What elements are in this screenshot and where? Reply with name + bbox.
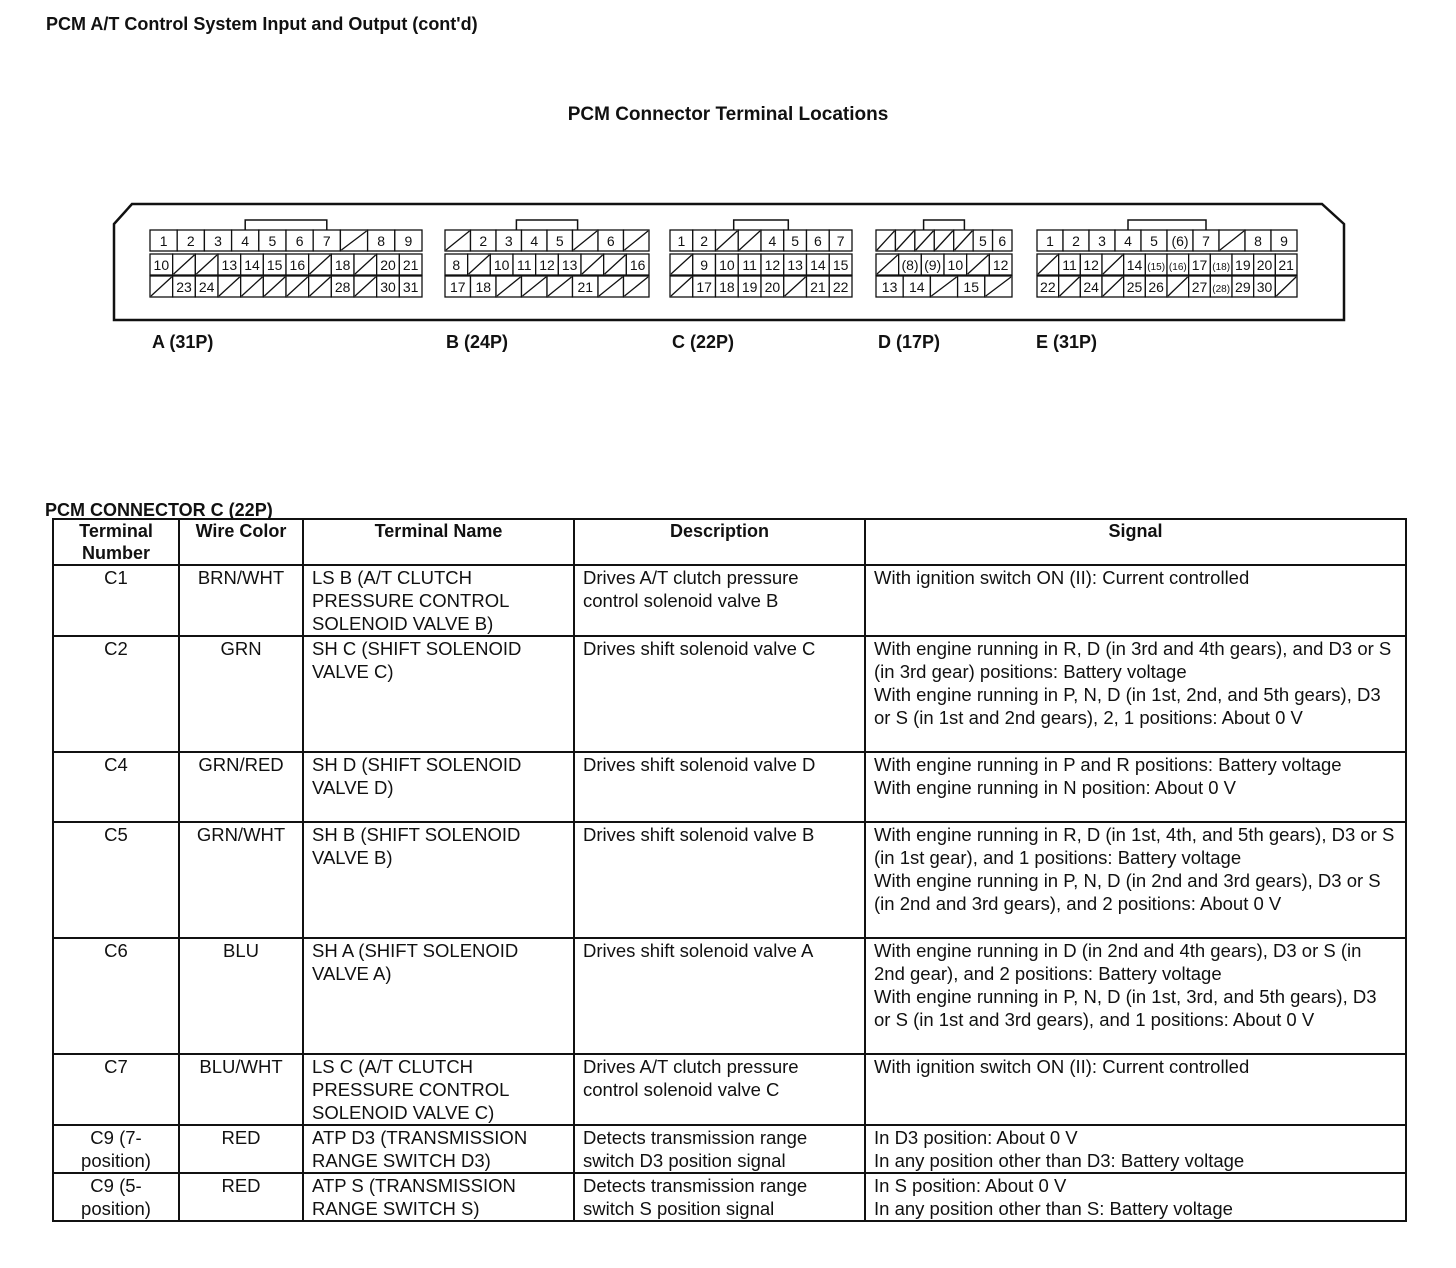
wire-color: RED bbox=[179, 1125, 303, 1173]
signal bbox=[865, 1173, 1406, 1221]
signal-line: With engine running in P, N, D (in 1st, 3rd, and 5th gears), D3 or S (in 1st and 3rd gears), and 1 positions: About 0 V bbox=[874, 986, 1377, 1030]
wire-color: BRN/WHT bbox=[179, 565, 303, 636]
terminal-number-label: 8 bbox=[1254, 233, 1262, 249]
terminal-number-label: 30 bbox=[1256, 279, 1273, 295]
terminal-number-label: 6 bbox=[606, 233, 615, 249]
terminal-number: C1 bbox=[53, 565, 179, 636]
terminal-number-label: 4 bbox=[530, 233, 539, 249]
table-row bbox=[53, 752, 1406, 822]
wire-color: RED bbox=[179, 1173, 303, 1221]
connector-d-lock-tab bbox=[924, 220, 965, 230]
terminal-number: C6 bbox=[53, 938, 179, 1054]
terminal-number-label: 11 bbox=[742, 257, 757, 273]
table-header-row bbox=[53, 519, 1406, 565]
terminal-number-label: 1 bbox=[159, 233, 168, 249]
terminal-number-label: 5 bbox=[791, 233, 800, 249]
terminal-number-label: 14 bbox=[1126, 257, 1143, 273]
table-row bbox=[53, 822, 1406, 938]
header-wire-color: Wire Color bbox=[179, 519, 303, 565]
terminal-number-label: 5 bbox=[1150, 233, 1158, 249]
terminal-name: SH A (SHIFT SOLENOID VALVE A) bbox=[303, 938, 574, 1054]
table-row bbox=[53, 938, 1406, 1054]
signal bbox=[865, 1125, 1406, 1173]
terminal-number-label: 15 bbox=[963, 279, 979, 295]
terminal-number-label: 15 bbox=[266, 257, 283, 273]
terminal-number-label: (9) bbox=[924, 257, 942, 273]
terminal-number-label: 3 bbox=[214, 233, 222, 249]
terminal-number-label: 20 bbox=[1256, 257, 1273, 273]
terminal-number-label: 10 bbox=[947, 257, 964, 273]
terminal-number-label: 29 bbox=[1235, 279, 1251, 295]
terminal-number-label: 10 bbox=[153, 257, 170, 273]
pcm-connector-diagram bbox=[112, 200, 1348, 326]
description: Drives A/T clutch pressure control solenoid valve C bbox=[574, 1054, 865, 1125]
terminal-number: C7 bbox=[53, 1054, 179, 1125]
terminal-number-label: 9 bbox=[700, 257, 709, 273]
terminal-number-label: 4 bbox=[1124, 233, 1132, 249]
signal-line: With engine running in N position: About 0 V bbox=[874, 777, 1237, 798]
terminal-name: SH C (SHIFT SOLENOID VALVE C) bbox=[303, 636, 574, 752]
signal bbox=[865, 822, 1406, 938]
signal-line: With engine running in P and R positions: Battery voltage bbox=[874, 754, 1342, 775]
header-terminal-number: Terminal Number bbox=[53, 519, 179, 565]
wire-color: GRN/WHT bbox=[179, 822, 303, 938]
terminal-number: C4 bbox=[53, 752, 179, 822]
terminal-number-label: 12 bbox=[764, 257, 781, 273]
terminal-number-label: 11 bbox=[517, 257, 532, 273]
connector-c-table bbox=[52, 518, 1407, 1222]
table-row bbox=[53, 1054, 1406, 1125]
signal-line: With engine running in P, N, D (in 1st, 2nd, and 5th gears), D3 or S (in 1st and 2nd gears), 2, 1 positions: About 0 V bbox=[874, 684, 1381, 728]
terminal-number: C5 bbox=[53, 822, 179, 938]
wire-color: GRN/RED bbox=[179, 752, 303, 822]
terminal-number-label: 18 bbox=[719, 279, 735, 295]
terminal-number-label: 21 bbox=[1278, 257, 1294, 273]
terminal-number-label: 23 bbox=[176, 279, 192, 295]
terminal-number-label: 1 bbox=[1046, 233, 1054, 249]
table-row bbox=[53, 1173, 1406, 1221]
terminal-number-label: 19 bbox=[1235, 257, 1251, 273]
signal-line: With engine running in D (in 2nd and 4th gears), D3 or S (in 2nd gear), and 2 positions: Battery voltage bbox=[874, 940, 1362, 984]
connector-label-a: A (31P) bbox=[152, 332, 214, 352]
terminal-number-label: 27 bbox=[1191, 279, 1208, 295]
terminal-number-label: 12 bbox=[539, 257, 555, 273]
terminal-number-label: 17 bbox=[1191, 257, 1208, 273]
connector-b-lock-tab bbox=[516, 220, 577, 230]
signal-line: With ignition switch ON (II): Current controlled bbox=[874, 567, 1250, 588]
terminal-number-label: 16 bbox=[289, 257, 306, 273]
terminal-number-label: 7 bbox=[1202, 233, 1210, 249]
terminal-number-label: 16 bbox=[629, 257, 646, 273]
terminal-number-label: 21 bbox=[810, 279, 826, 295]
terminal-number-label: 21 bbox=[577, 279, 594, 295]
description: Drives shift solenoid valve A bbox=[574, 938, 865, 1054]
wire-color: BLU bbox=[179, 938, 303, 1054]
terminal-number-label: 6 bbox=[295, 233, 304, 249]
terminal-number-label: 2 bbox=[479, 233, 488, 249]
terminal-number-label: 2 bbox=[186, 233, 195, 249]
terminal-number-label: 9 bbox=[404, 233, 413, 249]
terminal-number-label: 26 bbox=[1148, 279, 1164, 295]
terminal-name: LS C (A/T CLUTCH PRESSURE CONTROL SOLENOID VALVE C) bbox=[303, 1054, 574, 1125]
terminal-number-label: (15) bbox=[1147, 262, 1166, 273]
terminal-number-label: 14 bbox=[909, 279, 925, 295]
terminal-number-label: 13 bbox=[881, 279, 898, 295]
connector-c-lock-tab bbox=[734, 220, 789, 230]
signal bbox=[865, 1054, 1406, 1125]
terminal-number-label: 24 bbox=[1083, 279, 1099, 295]
terminal-number-label: 14 bbox=[810, 257, 826, 273]
terminal-number: C2 bbox=[53, 636, 179, 752]
header-description: Description bbox=[574, 519, 865, 565]
signal-line: With engine running in P, N, D (in 2nd and 3rd gears), D3 or S (in 2nd and 3rd gears), and 2 positions: About 0 V bbox=[874, 870, 1381, 914]
signal bbox=[865, 565, 1406, 636]
terminal-number-label: (16) bbox=[1168, 262, 1187, 273]
header-signal: Signal bbox=[865, 519, 1406, 565]
terminal-number-label: 18 bbox=[334, 257, 351, 273]
terminal-number-label: 10 bbox=[719, 257, 735, 273]
terminal-name: ATP S (TRANSMISSION RANGE SWITCH S) bbox=[303, 1173, 574, 1221]
description: Detects transmission range switch S position signal bbox=[574, 1173, 865, 1221]
connector-label-c: C (22P) bbox=[672, 332, 735, 352]
terminal-number-label: 14 bbox=[244, 257, 260, 273]
terminal-number-label: (6) bbox=[1171, 233, 1189, 249]
terminal-number-label: 4 bbox=[241, 233, 250, 249]
terminal-number-label: 1 bbox=[677, 233, 686, 249]
terminal-number-label: 20 bbox=[380, 257, 396, 273]
terminal-name: LS B (A/T CLUTCH PRESSURE CONTROL SOLENOID VALVE B) bbox=[303, 565, 574, 636]
terminal-number-label: (18) bbox=[1212, 262, 1231, 273]
terminal-number-label: 11 bbox=[1062, 257, 1077, 273]
terminal-number-label: 7 bbox=[322, 233, 331, 249]
terminal-number-label: 17 bbox=[696, 279, 712, 295]
signal-line: With engine running in R, D (in 1st, 4th, and 5th gears), D3 or S (in 1st gear), and 1 positions: Battery voltage bbox=[874, 824, 1395, 868]
terminal-number-label: 5 bbox=[268, 233, 277, 249]
connector-a-lock-tab bbox=[245, 220, 327, 230]
description: Detects transmission range switch D3 position signal bbox=[574, 1125, 865, 1173]
description: Drives shift solenoid valve C bbox=[574, 636, 865, 752]
terminal-number-label: 12 bbox=[1083, 257, 1099, 273]
signal-line: In any position other than D3: Battery voltage bbox=[874, 1150, 1245, 1171]
table-row bbox=[53, 565, 1406, 636]
signal-line: With engine running in R, D (in 3rd and 4th gears), and D3 or S (in 3rd gear) positions: Battery voltage bbox=[874, 638, 1392, 682]
terminal-number-label: 28 bbox=[334, 279, 351, 295]
terminal-number-label: 9 bbox=[1280, 233, 1288, 249]
terminal-number: C9 (5-position) bbox=[53, 1173, 179, 1221]
terminal-number-label: 18 bbox=[475, 279, 492, 295]
connector-e-lock-tab bbox=[1128, 220, 1206, 230]
terminal-number-label: 4 bbox=[768, 233, 777, 249]
signal-line: With ignition switch ON (II): Current controlled bbox=[874, 1056, 1250, 1077]
diagram-title: PCM Connector Terminal Locations bbox=[567, 104, 889, 125]
terminal-number-label: 13 bbox=[561, 257, 578, 273]
terminal-number-label: 5 bbox=[978, 233, 987, 249]
terminal-number-label: 17 bbox=[449, 279, 466, 295]
terminal-number-label: 2 bbox=[1072, 233, 1080, 249]
connector-label-b: B (24P) bbox=[446, 332, 509, 352]
terminal-number-label: 30 bbox=[380, 279, 396, 295]
table-caption: PCM CONNECTOR C (22P) bbox=[45, 500, 273, 520]
terminal-number-label: 22 bbox=[1040, 279, 1056, 295]
terminal-number-label: 7 bbox=[836, 233, 845, 249]
terminal-number-label: 20 bbox=[764, 279, 781, 295]
signal bbox=[865, 752, 1406, 822]
terminal-number: C9 (7-position) bbox=[53, 1125, 179, 1173]
terminal-number-label: 2 bbox=[700, 233, 709, 249]
terminal-number-label: 8 bbox=[452, 257, 461, 273]
terminal-number-label: 8 bbox=[377, 233, 386, 249]
terminal-number-label: 12 bbox=[992, 257, 1009, 273]
terminal-number-label: 6 bbox=[998, 233, 1007, 249]
terminal-number-label: 25 bbox=[1126, 279, 1143, 295]
connector-label-d: D (17P) bbox=[878, 332, 941, 352]
terminal-name: ATP D3 (TRANSMISSION RANGE SWITCH D3) bbox=[303, 1125, 574, 1173]
table-row bbox=[53, 1125, 1406, 1173]
terminal-name: SH D (SHIFT SOLENOID VALVE D) bbox=[303, 752, 574, 822]
terminal-number-label: 5 bbox=[555, 233, 564, 249]
table-row bbox=[53, 636, 1406, 752]
terminal-number-label: 10 bbox=[493, 257, 510, 273]
header-terminal-name: Terminal Name bbox=[303, 519, 574, 565]
terminal-number-label: 6 bbox=[813, 233, 822, 249]
wire-color: GRN bbox=[179, 636, 303, 752]
signal-line: In S position: About 0 V bbox=[874, 1175, 1067, 1196]
terminal-number-label: (8) bbox=[901, 257, 919, 273]
terminal-number-label: 21 bbox=[402, 257, 419, 273]
signal-line: In any position other than S: Battery voltage bbox=[874, 1198, 1233, 1219]
wire-color: BLU/WHT bbox=[179, 1054, 303, 1125]
description: Drives A/T clutch pressure control solenoid valve B bbox=[574, 565, 865, 636]
signal bbox=[865, 636, 1406, 752]
terminal-number-label: 13 bbox=[787, 257, 803, 273]
terminal-number-label: 22 bbox=[832, 279, 849, 295]
description: Drives shift solenoid valve B bbox=[574, 822, 865, 938]
terminal-number-label: 24 bbox=[198, 279, 215, 295]
signal bbox=[865, 938, 1406, 1054]
terminal-number-label: 3 bbox=[1098, 233, 1106, 249]
terminal-number-label: 15 bbox=[832, 257, 849, 273]
terminal-name: SH B (SHIFT SOLENOID VALVE B) bbox=[303, 822, 574, 938]
terminal-number-label: 19 bbox=[741, 279, 758, 295]
terminal-number-label: 13 bbox=[221, 257, 238, 273]
terminal-number-label: 31 bbox=[402, 279, 419, 295]
signal-line: In D3 position: About 0 V bbox=[874, 1127, 1078, 1148]
terminal-number-label: (28) bbox=[1212, 284, 1231, 295]
connector-label-e: E (31P) bbox=[1036, 332, 1098, 352]
page-title: PCM A/T Control System Input and Output (cont'd) bbox=[46, 14, 478, 34]
description: Drives shift solenoid valve D bbox=[574, 752, 865, 822]
terminal-number-label: 3 bbox=[504, 233, 513, 249]
